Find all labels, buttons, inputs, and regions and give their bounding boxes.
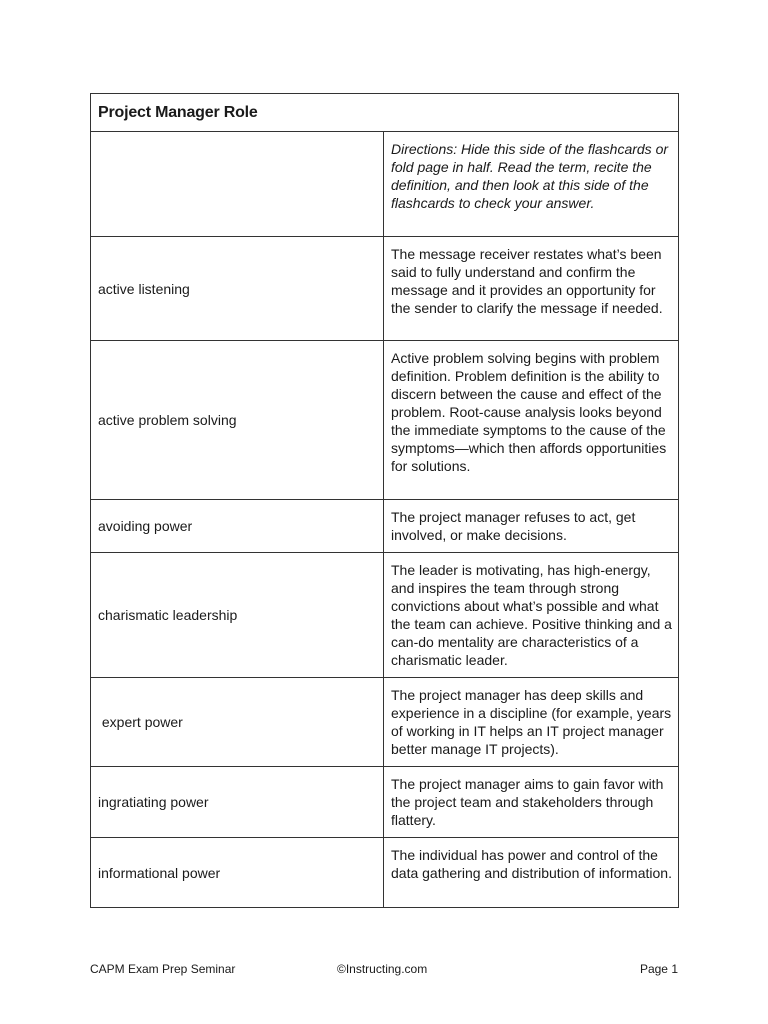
table-row — [91, 553, 679, 678]
flashcard-table — [90, 93, 679, 908]
table-row — [91, 237, 679, 341]
term-cell: avoiding power — [91, 500, 384, 553]
term-cell-empty — [91, 132, 384, 237]
definition-cell: The project manager aims to gain favor with the project team and stakeholders through flattery. — [384, 767, 679, 838]
term-cell: informational power — [91, 838, 384, 908]
definition-cell: The leader is motivating, has high-energy, and inspires the team through strong convictions about what’s possible and what the team can achieve. Positive thinking and a can-do mentality are characteristics of a charismatic leader. — [384, 553, 679, 678]
definition-cell: The individual has power and control of the data gathering and distribution of information. — [384, 838, 679, 908]
definition-cell: Active problem solving begins with problem definition. Problem definition is the ability to discern between the cause and effect of the problem. Root-cause analysis looks beyond the immediate symptoms to the cause of the symptoms—which then affords opportunities for solutions. — [384, 341, 679, 500]
footer-copyright: ©Instructing.com — [337, 962, 428, 976]
table-row — [91, 678, 679, 767]
term-cell: active listening — [91, 237, 384, 341]
table-row — [91, 341, 679, 500]
definition-cell: The message receiver restates what’s been said to fully understand and confirm the message and it provides an opportunity for the sender to clarify the message if needed. — [384, 237, 679, 341]
footer-page-number: Page 1 — [639, 962, 678, 976]
term-cell: active problem solving — [91, 341, 384, 500]
table-row — [91, 767, 679, 838]
footer-seminar-name: CAPM Exam Prep Seminar — [90, 962, 236, 976]
table-title: Project Manager Role — [91, 94, 679, 132]
table-row — [91, 500, 679, 553]
definition-cell: The project manager has deep skills and experience in a discipline (for example, years of working in IT helps an IT project manager better manage IT projects). — [384, 678, 679, 767]
directions-row — [91, 132, 679, 237]
term-cell: charismatic leadership — [91, 553, 384, 678]
table-row — [91, 838, 679, 908]
definition-cell: The project manager refuses to act, get involved, or make decisions. — [384, 500, 679, 553]
term-cell: ingratiating power — [91, 767, 384, 838]
table-title-row — [91, 94, 679, 132]
term-cell: expert power — [91, 678, 384, 767]
directions-text: Directions: Hide this side of the flashcards or fold page in half. Read the term, recite the definition, and then look at this side of the flashcards to check your answer. — [384, 132, 679, 237]
